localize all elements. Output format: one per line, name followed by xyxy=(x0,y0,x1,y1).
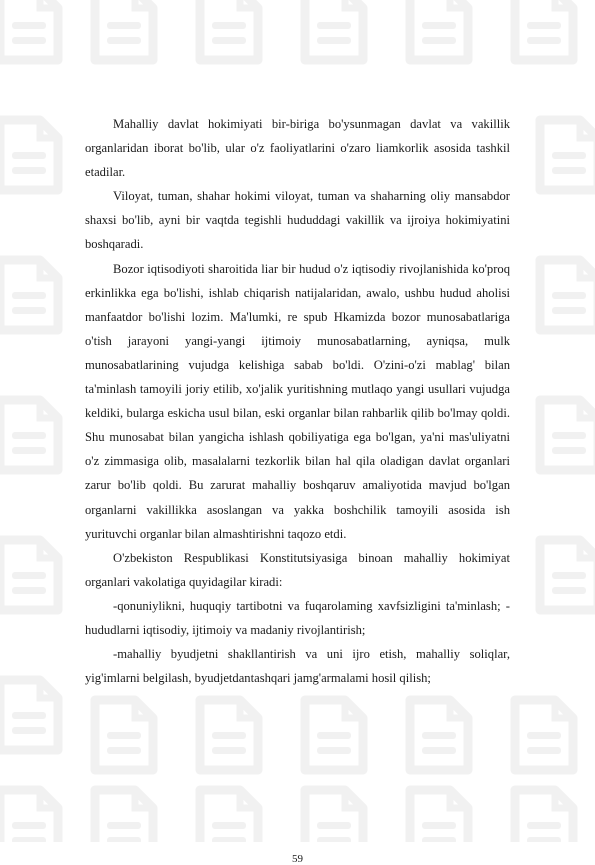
paragraph-local-government: Mahalliy davlat hokimiyati bir-biriga bo'ysunmagan davlat va vakillik organlaridan iborat bo'lib, ular o'z faoliyatlarini o'zaro liamkorlik asosida tashkil etadilar. xyxy=(85,117,510,180)
paragraph-constitution: O'zbekiston Respublikasi Konstitutsiyasiga binoan mahalliy hokimiyat organlari vakolatiga quyidagilar kiradi: xyxy=(85,550,510,589)
paragraph-market-economy: Bozor iqtisodiyoti sharoitida liar bir hudud o'z iqtisodiy rivojlanishida ko'proq erkinlikka ega bo'lishi, ishlab chiqarish natijalaridan, awalo, ushbu hudud aholisi manfaatdor bo'lishi lozim. Ma'lumki, re spub Hkamizda bozor munosabatlariga o'tish jarayoni yangi-yangi ijtimoiy munosabatlarning, ayniqsa, mulk munosabatlarining vujudga kelishiga sabab bo'ldi. O'zini-o'zi mablag' bilan ta'minlash tamoyili joriy etilib, xo'jalik yuritishning mutlaqo yangi usullari vujudga keldiki, bularga eskicha usul bilan, eski organlar bilan rahbarlik qilib bo'lmay qoldi. Shu munosabat bilan yangicha ishlash qobiliyatiga ega bo'lgan, ya'ni mas'uliyatni o'z zimmasiga olib, masalalarni tezkorlik bilan hal qila oladigan davlat organlari zarur bo'lib qoldi. Bu zarurat mahalliy boshqaruv amaliyotida mavjud bo'lgan organlarni vakillikka asoslangan va yakka boshchilik tamoyili asosida ish yurituvchi organlar bilan almashtirishni taqozo etdi. xyxy=(85,261,510,541)
paragraph-hokim-role: Viloyat, tuman, shahar hokimi viloyat, tuman va shaharning oliy mansabdor shaxsi bo'lib, ayni bir vaqtda tegishli hududdagi vakillik va ijroiya hokimiyatini boshqaradi. xyxy=(85,189,510,252)
body-text xyxy=(85,112,510,690)
paragraph-list-item-2: -mahalliy byudjetni shakllantirish va uni ijro etish, mahalliy soliqlar, yig'imlarni belgilash, byudjetdantashqari jamg'armalami hosil qilish; xyxy=(85,647,510,686)
page-number: 59 xyxy=(292,853,303,865)
paragraph-list-item-1: -qonuniylikni, huquqiy tartibotni va fuqarolaming xavfsizligini ta'minlash; -hududlarni iqtisodiy, ijtimoiy va madaniy rivojlantirish; xyxy=(85,598,510,637)
